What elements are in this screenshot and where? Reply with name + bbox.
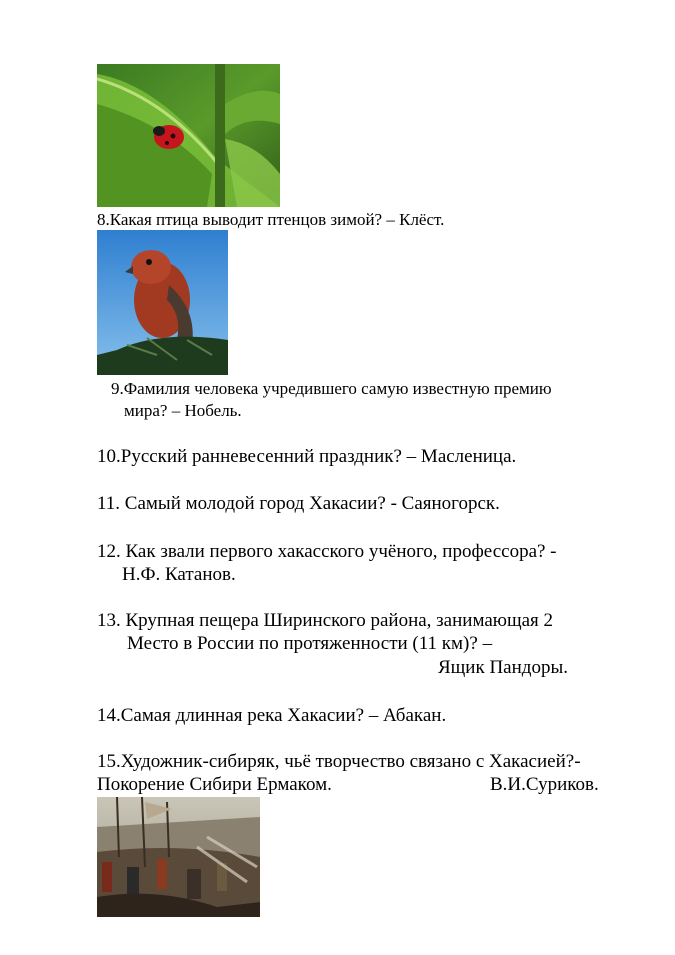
question-13-line1: 13. Крупная пещера Ширинского района, занимающая 2 xyxy=(97,610,554,631)
question-15-artist: В.И.Суриков. xyxy=(490,774,599,795)
question-10: 10.Русский ранневесенний праздник? – Масленица. xyxy=(97,446,517,467)
question-11: 11. Самый молодой город Хакасии? - Саяногорск. xyxy=(97,493,500,514)
ladybug-on-leaf-image xyxy=(97,64,280,207)
question-8: 8.Какая птица выводит птенцов зимой? – Клёст. xyxy=(97,210,445,229)
question-15-painting: Покорение Сибири Ермаком. xyxy=(97,774,332,795)
question-12-line1: 12. Как звали первого хакасского учёного, профессора? - xyxy=(97,541,557,562)
question-9-line2: мира? – Нобель. xyxy=(124,401,242,420)
question-15-line1: 15.Художник-сибиряк, чьё творчество связано с Хакасией?- xyxy=(97,751,581,772)
question-14: 14.Самая длинная река Хакасии? – Абакан. xyxy=(97,705,447,726)
question-13-line2: Место в России по протяженности (11 км)? – xyxy=(127,633,493,654)
painting-conquest-of-siberia-image xyxy=(97,797,260,917)
question-12-line2: Н.Ф. Катанов. xyxy=(122,564,236,585)
crossbill-bird-image xyxy=(97,230,228,375)
question-13-line3: Ящик Пандоры. xyxy=(438,657,568,678)
question-9-line1: 9.Фамилия человека учредившего самую известную премию xyxy=(111,379,552,398)
